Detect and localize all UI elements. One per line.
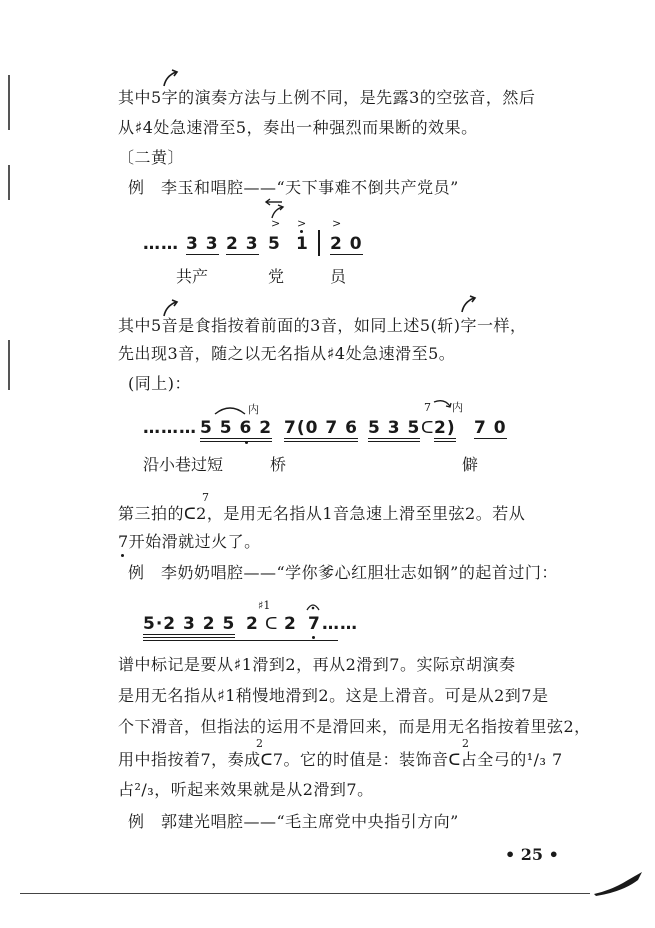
paragraph-3-line-2: 7开始滑就过火了。 bbox=[118, 532, 261, 551]
notation-group: 2) bbox=[434, 418, 456, 442]
grace-note: ♯1 bbox=[258, 599, 271, 612]
slide-arrow-icon bbox=[162, 298, 180, 318]
scan-smudge-icon bbox=[592, 868, 647, 898]
notation-tail: …… bbox=[322, 614, 358, 634]
section-heading: 〔二黄〕 bbox=[118, 148, 185, 167]
paragraph-2-line-1: 其中5音是食指按着前面的3音，如同上述5(斩)字一样， bbox=[118, 316, 527, 335]
notation-group: 2 bbox=[284, 614, 297, 634]
notation-group: 2 0 bbox=[330, 234, 363, 254]
octave-dot bbox=[245, 441, 248, 444]
notation-group: 2 3 bbox=[226, 234, 259, 254]
notation-group: 2 bbox=[246, 614, 259, 634]
slide-arrow-icon bbox=[432, 398, 454, 412]
slide-arrow-icon bbox=[262, 198, 288, 220]
notation-group: 5·2 3 2 5 bbox=[143, 614, 235, 638]
fingering-mark: 内 bbox=[248, 403, 259, 416]
accent-mark: > bbox=[332, 217, 342, 230]
notation-group: 5 3 5 bbox=[368, 418, 420, 442]
lyric: 员 bbox=[330, 267, 347, 286]
accent-mark: > bbox=[297, 217, 307, 230]
margin-mark bbox=[8, 75, 10, 130]
paragraph-4-line-1: 谱中标记是要从♯1滑到2，再从2滑到7。实际京胡演奏 bbox=[118, 655, 516, 674]
example-4-title: 例 郭建光唱腔——“毛主席党中央指引方向” bbox=[128, 812, 459, 831]
notation-group: 5 5 6 2 bbox=[200, 418, 272, 442]
paragraph-1-line-1: 其中5字的演奏方法与上例不同，是先露3的空弦音，然后 bbox=[118, 88, 536, 107]
octave-dot bbox=[121, 554, 124, 557]
notation-group: 3 3 bbox=[186, 234, 219, 254]
margin-mark bbox=[8, 165, 10, 200]
accent-mark: > bbox=[271, 217, 281, 230]
notation-group: 7 0 bbox=[474, 418, 507, 438]
notation-group: 7 bbox=[308, 614, 321, 634]
notation-lead: ……… bbox=[143, 418, 197, 438]
same-as-above: (同上)： bbox=[128, 374, 191, 393]
grace-note: 2 bbox=[256, 737, 263, 750]
notation-group: 1 bbox=[296, 234, 309, 254]
notation-group: 5 bbox=[268, 234, 281, 254]
bar-line bbox=[318, 230, 320, 256]
notation-group: 7(0 7 6 bbox=[284, 418, 358, 442]
margin-mark bbox=[8, 340, 10, 390]
page-number: • 25 • bbox=[505, 845, 559, 864]
paragraph-4-line-3: 个下滑音，但指法的运用不是滑回来，而是用无名指按着里弦2， bbox=[118, 717, 591, 736]
notation-lead: …… bbox=[143, 234, 179, 254]
grace-note: 7 bbox=[202, 491, 209, 504]
slur-arc-icon bbox=[213, 404, 247, 416]
grace-note: 2 bbox=[462, 737, 469, 750]
paragraph-2-line-2: 先出现3音，随之以无名指从♯4处急速滑至5。 bbox=[118, 344, 456, 363]
fingering-mark: 内 bbox=[452, 401, 463, 414]
paragraph-4-line-5: 占²/₃，听起来效果就是从2滑到7。 bbox=[118, 780, 374, 799]
lyric: 共产 bbox=[176, 267, 209, 286]
paragraph-4-line-4: 用中指按着7，奏成ᑕ7。它的时值是：装饰音ᑕ占全弓的¹/₃ 7 bbox=[118, 750, 563, 769]
slide-sign: ᑕ bbox=[265, 614, 279, 634]
lyric: 沿小巷过短 bbox=[143, 455, 224, 474]
grace-note: 7 bbox=[424, 401, 431, 414]
octave-dot bbox=[300, 230, 303, 233]
example-1-title: 例 李玉和唱腔——“天下事难不倒共产党员” bbox=[128, 178, 459, 197]
lyric: 僻 bbox=[462, 455, 479, 474]
slide-arrow-icon bbox=[162, 68, 180, 88]
paragraph-1-line-2: 从♯4处急速滑至5，奏出一种强烈而果断的效果。 bbox=[118, 118, 478, 137]
slide-arrow-icon bbox=[460, 294, 478, 314]
paragraph-4-line-2: 是用无名指从♯1稍慢地滑到2。这是上滑音。可是从2到7是 bbox=[118, 686, 549, 705]
example-3-underline bbox=[143, 640, 338, 641]
example-3-title: 例 李奶奶唱腔——“学你爹心红胆壮志如钢”的起首过门： bbox=[128, 563, 558, 582]
paragraph-3-line-1: 第三拍的ᑕ2，是用无名指从1音急速上滑至里弦2。若从 bbox=[118, 504, 526, 523]
lyric: 桥 bbox=[270, 455, 287, 474]
lyric: 党 bbox=[268, 267, 285, 286]
fermata-icon bbox=[305, 600, 321, 612]
footer-rule bbox=[20, 893, 590, 894]
octave-dot bbox=[312, 636, 315, 639]
slide-sign: ᑕ bbox=[421, 418, 435, 438]
